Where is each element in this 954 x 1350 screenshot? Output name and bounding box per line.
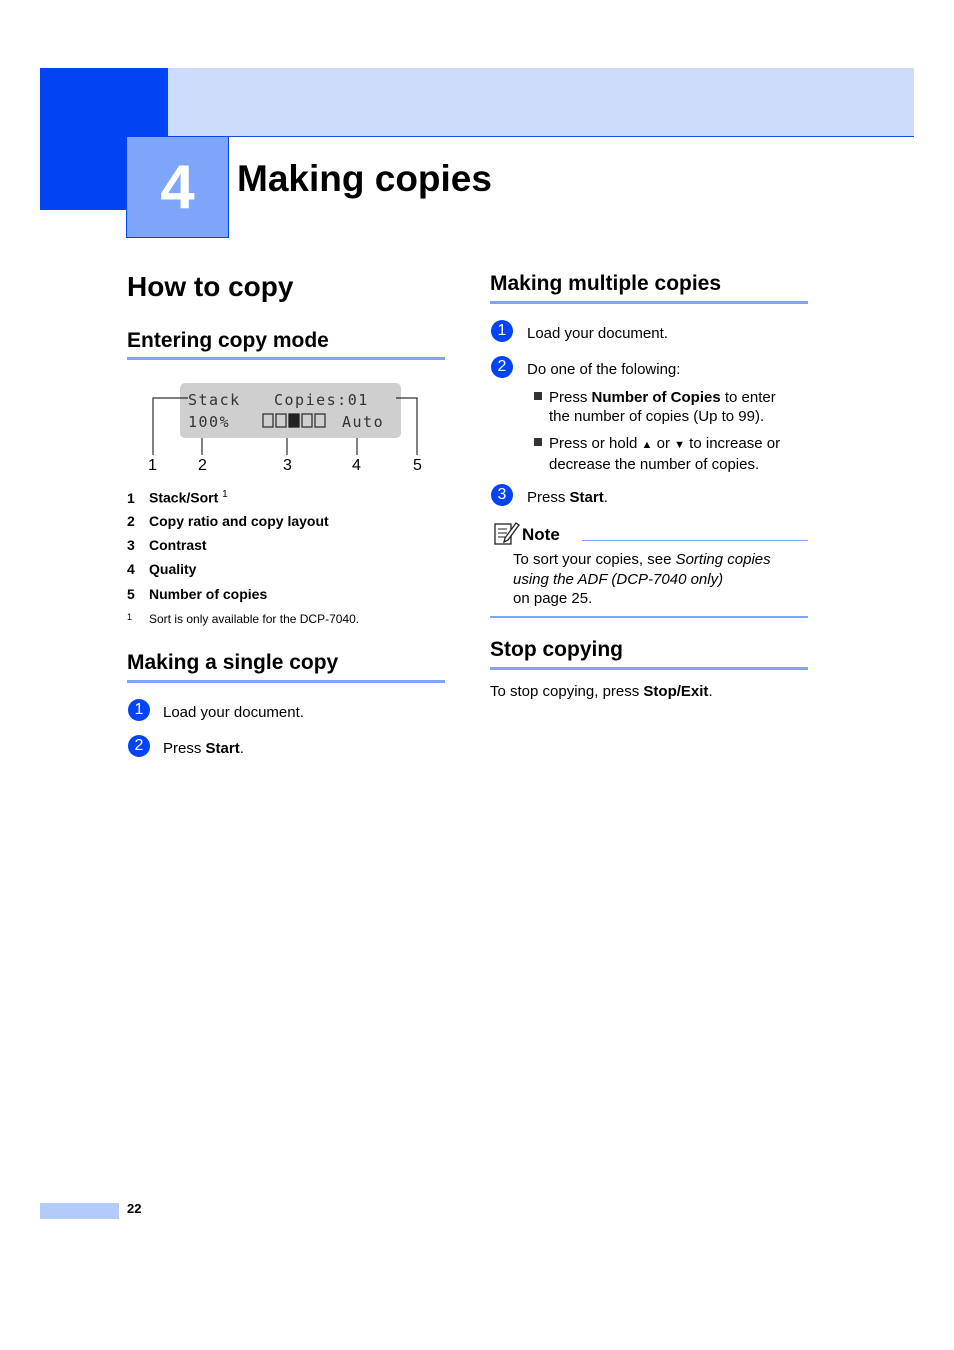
callout-4: 4 <box>352 457 361 474</box>
lcd-stack-label: Stack <box>188 391 241 409</box>
note-rule-bottom <box>490 616 808 618</box>
heading-rule <box>127 680 445 683</box>
step-badge: 2 <box>491 356 513 378</box>
section-heading-how-to-copy: How to copy <box>127 271 294 302</box>
subheading-multiple-copies: Making multiple copies <box>490 272 722 295</box>
bullet-text: Press or hold ▲ or ▼ to increase or decrease the number of copies. <box>549 435 781 473</box>
footnote: $^1$ Sort is only available for the DCP-7040. <box>127 612 360 626</box>
note-pencil-icon <box>493 520 520 547</box>
step-badge: 2 <box>128 735 150 757</box>
lcd-copies-label: Copies:01 <box>274 391 369 409</box>
note-body: To sort your copies, see Sorting copies using the ADF (DCP-7040 only) on page 25. <box>513 551 771 607</box>
callout-1: 1 <box>148 457 157 474</box>
up-arrow-icon: ▲ <box>641 439 653 451</box>
legend-item: 1 Stack/Sort $^1$ <box>127 489 228 506</box>
subheading-stop-copying: Stop copying <box>490 638 623 661</box>
bullet-text: Press Number of Copies to enter the number of copies (Up to 99). <box>549 389 776 425</box>
stop-text: To stop copying, press Stop/Exit. <box>490 683 713 700</box>
page-number: 22 <box>127 1201 142 1216</box>
step-text: Press Start. <box>163 740 244 757</box>
bullet-icon <box>534 392 542 400</box>
heading-rule <box>127 357 445 360</box>
legend-item: 4 Quality <box>127 561 197 577</box>
note-title: Note <box>522 525 560 544</box>
heading-rule <box>490 301 808 304</box>
legend-item: 5 Number of copies <box>127 586 268 602</box>
subheading-single-copy: Making a single copy <box>127 651 339 674</box>
step-badge: 3 <box>491 484 513 506</box>
heading-rule <box>490 667 808 670</box>
footer-bar <box>40 1203 119 1219</box>
step-text: Load your document. <box>527 325 668 342</box>
legend-item: 3 Contrast <box>127 537 207 553</box>
callout-5: 5 <box>413 457 422 474</box>
legend-item: 2 Copy ratio and copy layout <box>127 513 329 529</box>
step-text: Press Start. <box>527 489 608 506</box>
bullet-icon <box>534 438 542 446</box>
callout-lines <box>140 390 430 460</box>
step-badge: 1 <box>128 699 150 721</box>
note-rule-top <box>582 540 808 541</box>
chapter-number: 4 <box>160 152 195 222</box>
step-text: Load your document. <box>163 704 304 721</box>
down-arrow-icon: ▼ <box>674 439 686 451</box>
lcd-ratio-label: 100% <box>188 413 231 431</box>
step-text: Do one of the folowing: <box>527 361 681 378</box>
step-badge: 1 <box>491 320 513 342</box>
callout-3: 3 <box>283 457 292 474</box>
header-band <box>168 68 914 137</box>
chapter-title: Making copies <box>237 158 492 199</box>
subheading-entering-copy-mode: Entering copy mode <box>127 329 329 352</box>
callout-2: 2 <box>198 457 207 474</box>
lcd-quality-label: Auto <box>342 413 385 431</box>
